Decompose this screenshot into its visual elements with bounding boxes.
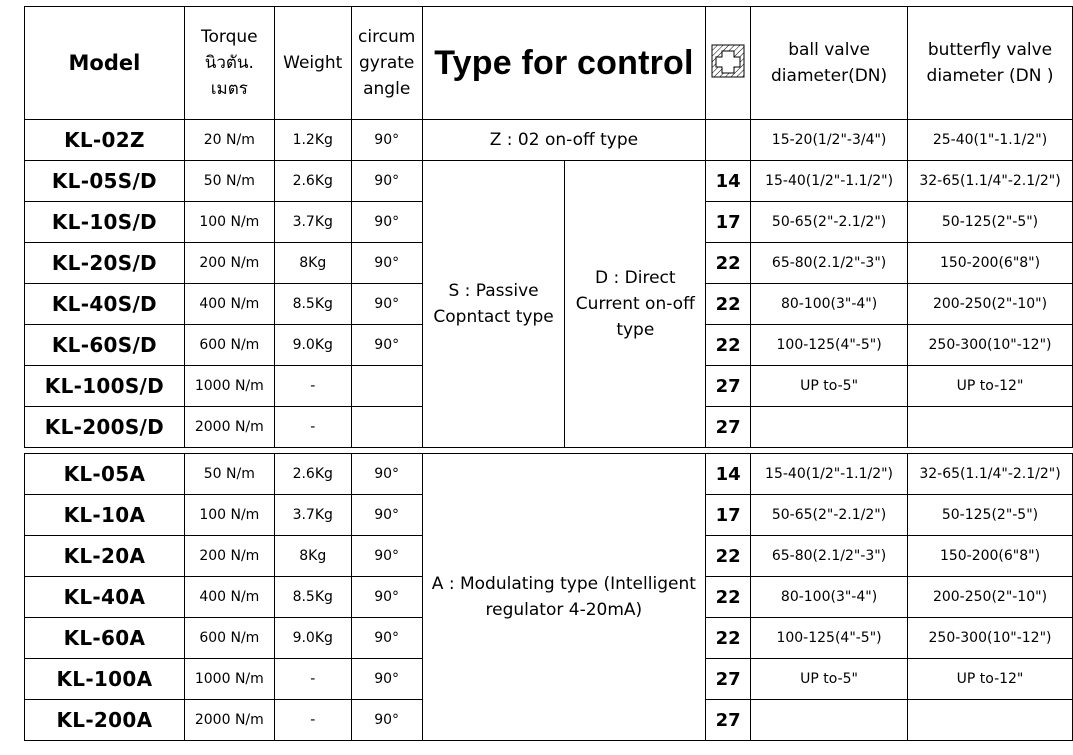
model-cell: KL-200S/D [25,407,185,448]
weight-cell: 8.5Kg [274,284,351,325]
weight-cell: 9.0Kg [274,618,351,659]
angle-cell: 90° [351,536,422,577]
header-ball-valve [751,7,908,120]
ball-valve-cell [751,700,908,741]
ball-valve-cell: UP to-5" [751,366,908,407]
torque-cell: 2000 N/m [184,407,274,448]
butterfly-valve-cell: UP to-12" [908,366,1073,407]
header-angle-line: circum [358,27,416,47]
weight-cell: 2.6Kg [274,161,351,202]
ball-valve-cell: 80-100(3"-4") [751,284,908,325]
angle-cell: 90° [351,325,422,366]
butterfly-valve-cell: 50-125(2"-5") [908,495,1073,536]
spline-cell: 22 [706,577,751,618]
butterfly-valve-cell: 150-200(6"8") [908,243,1073,284]
butterfly-valve-cell: UP to-12" [908,659,1073,700]
header-spline [706,7,751,120]
angle-cell: 90° [351,243,422,284]
header-angle-line: gyrate [359,53,415,73]
spline-cell: 14 [706,161,751,202]
torque-cell: 100 N/m [184,495,274,536]
header-row [25,7,1073,120]
header-torque [184,7,274,120]
weight-cell: 8Kg [274,243,351,284]
angle-cell [351,407,422,448]
header-angle [351,7,422,120]
spec-table-group-2 [24,453,1073,741]
spline-cell: 22 [706,243,751,284]
torque-cell: 2000 N/m [184,700,274,741]
control-a-line: regulator 4-20mA) [485,600,643,620]
spline-cell: 22 [706,618,751,659]
header-torque-line: นิวตัน. [204,53,254,73]
header-angle-line: angle [363,79,411,99]
spline-cell: 27 [706,407,751,448]
header-model: Model [25,7,185,120]
torque-cell: 1000 N/m [184,366,274,407]
model-cell: KL-20S/D [25,243,185,284]
spline-cell: 22 [706,536,751,577]
table-row [25,161,1073,202]
spline-cell: 22 [706,325,751,366]
spline-cell: 17 [706,495,751,536]
model-cell: KL-10S/D [25,202,185,243]
spline-cell: 27 [706,700,751,741]
header-butterfly-line: butterfly valve [927,40,1053,60]
torque-cell: 1000 N/m [184,659,274,700]
ball-valve-cell: 15-20(1/2"-3/4") [751,120,908,161]
angle-cell: 90° [351,618,422,659]
control-d-line: Current on-off [575,294,695,314]
weight-cell: 9.0Kg [274,325,351,366]
spline-cell: 17 [706,202,751,243]
ball-valve-cell: 50-65(2"-2.1/2") [751,495,908,536]
butterfly-valve-cell: 150-200(6"8") [908,536,1073,577]
ball-valve-cell: 100-125(4"-5") [751,618,908,659]
weight-cell: - [274,366,351,407]
table-row [25,454,1073,495]
butterfly-valve-cell: 32-65(1.1/4"-2.1/2") [908,161,1073,202]
control-type-d [565,161,706,448]
model-cell: KL-40S/D [25,284,185,325]
weight-cell: 3.7Kg [274,495,351,536]
ball-valve-cell: UP to-5" [751,659,908,700]
model-cell: KL-20A [25,536,185,577]
header-butterfly-valve [908,7,1073,120]
angle-cell [351,366,422,407]
weight-cell: - [274,700,351,741]
model-cell: KL-200A [25,700,185,741]
angle-cell: 90° [351,495,422,536]
angle-cell: 90° [351,284,422,325]
control-type-s [422,161,565,448]
control-s-line: Copntact type [433,307,554,327]
angle-cell: 90° [351,659,422,700]
angle-cell: 90° [351,454,422,495]
angle-cell: 90° [351,202,422,243]
ball-valve-cell: 100-125(4"-5") [751,325,908,366]
butterfly-valve-cell: 32-65(1.1/4"-2.1/2") [908,454,1073,495]
header-torque-line: Torque [201,27,258,47]
butterfly-valve-cell: 200-250(2"-10") [908,577,1073,618]
torque-cell: 600 N/m [184,325,274,366]
torque-cell: 20 N/m [184,120,274,161]
torque-cell: 400 N/m [184,577,274,618]
spec-table-group-1 [24,6,1073,448]
ball-valve-cell: 50-65(2"-2.1/2") [751,202,908,243]
torque-cell: 50 N/m [184,161,274,202]
spline-cell: 27 [706,366,751,407]
angle-cell: 90° [351,120,422,161]
weight-cell: 2.6Kg [274,454,351,495]
model-cell: KL-100A [25,659,185,700]
spline-cell: 27 [706,659,751,700]
ball-valve-cell: 15-40(1/2"-1.1/2") [751,161,908,202]
model-cell: KL-40A [25,577,185,618]
header-ball-line: ball valve [788,40,870,60]
control-type-a [422,454,706,741]
control-d-line: D : Direct [595,268,676,288]
ball-valve-cell: 15-40(1/2"-1.1/2") [751,454,908,495]
angle-cell: 90° [351,161,422,202]
model-cell: KL-05S/D [25,161,185,202]
control-s-line: S : Passive [448,281,539,301]
ball-valve-cell: 80-100(3"-4") [751,577,908,618]
torque-cell: 50 N/m [184,454,274,495]
model-cell: KL-60S/D [25,325,185,366]
model-cell: KL-02Z [25,120,185,161]
header-torque-line: เมตร [210,79,248,99]
butterfly-valve-cell: 25-40(1"-1.1/2") [908,120,1073,161]
control-d-line: type [616,320,655,340]
torque-cell: 200 N/m [184,243,274,284]
model-cell: KL-05A [25,454,185,495]
weight-cell: 1.2Kg [274,120,351,161]
torque-cell: 600 N/m [184,618,274,659]
square-spline-icon [710,41,746,81]
butterfly-valve-cell [908,407,1073,448]
weight-cell: 8.5Kg [274,577,351,618]
header-type-for-control: Type for control [422,7,706,120]
angle-cell: 90° [351,577,422,618]
weight-cell: - [274,659,351,700]
butterfly-valve-cell: 50-125(2"-5") [908,202,1073,243]
butterfly-valve-cell [908,700,1073,741]
butterfly-valve-cell: 250-300(10"-12") [908,618,1073,659]
spline-cell [706,120,751,161]
model-cell: KL-100S/D [25,366,185,407]
weight-cell: - [274,407,351,448]
ball-valve-cell: 65-80(2.1/2"-3") [751,536,908,577]
spline-cell: 14 [706,454,751,495]
header-butterfly-line: diameter (DN ) [926,66,1054,86]
torque-cell: 400 N/m [184,284,274,325]
butterfly-valve-cell: 250-300(10"-12") [908,325,1073,366]
spline-cell: 22 [706,284,751,325]
header-weight: Weight [274,7,351,120]
angle-cell: 90° [351,700,422,741]
torque-cell: 100 N/m [184,202,274,243]
ball-valve-cell [751,407,908,448]
butterfly-valve-cell: 200-250(2"-10") [908,284,1073,325]
table-row [25,120,1073,161]
torque-cell: 200 N/m [184,536,274,577]
weight-cell: 3.7Kg [274,202,351,243]
header-ball-line: diameter(DN) [771,66,888,86]
control-a-line: A : Modulating type (Intelligent [431,574,696,594]
weight-cell: 8Kg [274,536,351,577]
ball-valve-cell: 65-80(2.1/2"-3") [751,243,908,284]
control-type-z: Z : 02 on-off type [422,120,706,161]
model-cell: KL-60A [25,618,185,659]
model-cell: KL-10A [25,495,185,536]
